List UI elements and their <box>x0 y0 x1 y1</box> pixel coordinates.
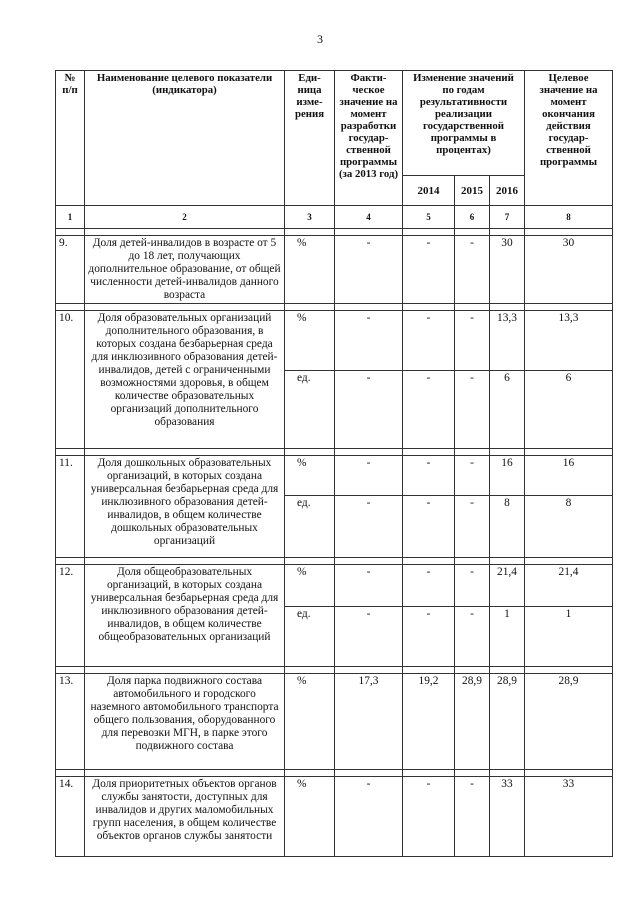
unit-cell: % <box>285 674 335 770</box>
header-year-2015: 2015 <box>455 176 490 206</box>
gap-cell <box>335 558 403 565</box>
gap-cell <box>285 770 335 777</box>
gap-cell <box>490 558 525 565</box>
col-index: 8 <box>525 206 613 229</box>
row-gap <box>56 667 613 674</box>
indicators-table <box>55 70 613 857</box>
gap-cell <box>490 770 525 777</box>
gap-cell <box>525 449 613 456</box>
row-gap <box>56 558 613 565</box>
gap-cell <box>490 229 525 236</box>
row-number: 13. <box>56 674 85 770</box>
gap-cell <box>335 667 403 674</box>
header-year-2014: 2014 <box>403 176 455 206</box>
row-number: 12. <box>56 565 85 667</box>
gap-cell <box>335 304 403 311</box>
col-index: 5 <box>403 206 455 229</box>
gap-cell <box>56 304 85 311</box>
table-row <box>56 777 613 857</box>
value-2015: - <box>455 565 490 607</box>
gap-cell <box>403 558 455 565</box>
table-row <box>56 311 613 371</box>
table-body <box>56 206 613 857</box>
col-index: 3 <box>285 206 335 229</box>
actual-value: - <box>335 607 403 667</box>
header-target: Целевое значение на момент окончания действия государ-ственной программы <box>525 71 613 206</box>
unit-cell: % <box>285 236 335 304</box>
gap-cell <box>335 449 403 456</box>
unit-cell: ед. <box>285 496 335 558</box>
gap-cell <box>490 667 525 674</box>
value-2016: 13,3 <box>490 311 525 371</box>
row-gap <box>56 449 613 456</box>
actual-value: - <box>335 236 403 304</box>
value-2015: - <box>455 456 490 496</box>
target-value: 33 <box>525 777 613 857</box>
value-2015: 28,9 <box>455 674 490 770</box>
value-2014: - <box>403 496 455 558</box>
row-number: 14. <box>56 777 85 857</box>
indicator-name: Доля дошкольных образовательных организаций, в которых создана универсальная безбарьерная среда для инклюзивного образования детей-инвалидов, в общем количестве дошкольных образовательных организаций <box>85 456 285 558</box>
gap-cell <box>525 667 613 674</box>
gap-cell <box>403 770 455 777</box>
gap-cell <box>490 304 525 311</box>
table-row <box>56 565 613 607</box>
actual-value: - <box>335 565 403 607</box>
col-index: 6 <box>455 206 490 229</box>
row-gap <box>56 229 613 236</box>
value-2016: 28,9 <box>490 674 525 770</box>
gap-cell <box>403 449 455 456</box>
gap-cell <box>85 667 285 674</box>
indicator-name: Доля приоритетных объектов органов службы занятости, доступных для инвалидов и других маломобильных групп населения, в общем количестве объектов органов службы занятости <box>85 777 285 857</box>
column-index-row <box>56 206 613 229</box>
indicator-name: Доля образовательных организаций дополнительного образования, в которых создана безбарьерная среда для инклюзивного образования детей-инвалидов, детей с ограниченными возможностями здоровья, в общем количестве образовательных организаций дополнительного образования <box>85 311 285 449</box>
page-number: 3 <box>317 32 323 46</box>
col-index: 1 <box>56 206 85 229</box>
target-value: 1 <box>525 607 613 667</box>
col-index: 4 <box>335 206 403 229</box>
value-2015: - <box>455 607 490 667</box>
gap-cell <box>403 229 455 236</box>
gap-cell <box>285 667 335 674</box>
gap-cell <box>56 770 85 777</box>
gap-cell <box>403 304 455 311</box>
header-year-2016: 2016 <box>490 176 525 206</box>
value-2014: - <box>403 371 455 449</box>
value-2015: - <box>455 777 490 857</box>
unit-cell: % <box>285 311 335 371</box>
value-2016: 8 <box>490 496 525 558</box>
row-gap <box>56 304 613 311</box>
target-value: 28,9 <box>525 674 613 770</box>
actual-value: - <box>335 371 403 449</box>
value-2016: 21,4 <box>490 565 525 607</box>
gap-cell <box>455 667 490 674</box>
col-index: 7 <box>490 206 525 229</box>
value-2015: - <box>455 496 490 558</box>
value-2014: 19,2 <box>403 674 455 770</box>
gap-cell <box>403 667 455 674</box>
gap-cell <box>490 449 525 456</box>
indicator-name: Доля детей-инвалидов в возрасте от 5 до 18 лет, получающих дополнительное образование, от общей численности детей-инвалидов данного возраста <box>85 236 285 304</box>
header-unit: Еди-ница изме-рения <box>285 71 335 206</box>
row-gap <box>56 770 613 777</box>
gap-cell <box>455 449 490 456</box>
gap-cell <box>85 304 285 311</box>
target-value: 21,4 <box>525 565 613 607</box>
actual-value: 17,3 <box>335 674 403 770</box>
value-2015: - <box>455 311 490 371</box>
value-2014: - <box>403 311 455 371</box>
gap-cell <box>455 229 490 236</box>
unit-cell: % <box>285 565 335 607</box>
col-index: 2 <box>85 206 285 229</box>
gap-cell <box>455 770 490 777</box>
gap-cell <box>56 558 85 565</box>
gap-cell <box>525 304 613 311</box>
header-actual: Факти-ческое значение на момент разработки государ-ственной программы (за 2013 год) <box>335 71 403 206</box>
gap-cell <box>85 449 285 456</box>
header-name: Наименование целевого показатели (индикатора) <box>85 71 285 206</box>
gap-cell <box>335 229 403 236</box>
header-num: № п/п <box>56 71 85 206</box>
value-2016: 16 <box>490 456 525 496</box>
gap-cell <box>525 229 613 236</box>
indicator-name: Доля парка подвижного состава автомобильного и городского наземного автомобильного транспорта общего пользования, оборудованного для перевозки МГН, в парке этого подвижного состава <box>85 674 285 770</box>
value-2014: - <box>403 565 455 607</box>
actual-value: - <box>335 456 403 496</box>
table-row <box>56 456 613 496</box>
target-value: 30 <box>525 236 613 304</box>
row-number: 11. <box>56 456 85 558</box>
value-2014: - <box>403 777 455 857</box>
gap-cell <box>285 229 335 236</box>
gap-cell <box>525 770 613 777</box>
target-value: 16 <box>525 456 613 496</box>
value-2016: 6 <box>490 371 525 449</box>
table-row <box>56 674 613 770</box>
gap-cell <box>285 449 335 456</box>
unit-cell: ед. <box>285 371 335 449</box>
value-2014: - <box>403 607 455 667</box>
value-2014: - <box>403 236 455 304</box>
unit-cell: ед. <box>285 607 335 667</box>
target-value: 6 <box>525 371 613 449</box>
gap-cell <box>56 449 85 456</box>
table-row <box>56 236 613 304</box>
actual-value: - <box>335 496 403 558</box>
target-value: 13,3 <box>525 311 613 371</box>
gap-cell <box>455 304 490 311</box>
indicator-name: Доля общеобразовательных организаций, в которых создана универсальная безбарьерная среда для инклюзивного образования детей-инвалидов, в общем количестве общеобразовательных организаций <box>85 565 285 667</box>
header-change: Изменение значений по годам результативности реализации государственной программы в процентах) <box>403 71 525 176</box>
gap-cell <box>335 770 403 777</box>
gap-cell <box>56 667 85 674</box>
actual-value: - <box>335 777 403 857</box>
value-2016: 33 <box>490 777 525 857</box>
gap-cell <box>285 558 335 565</box>
actual-value: - <box>335 311 403 371</box>
unit-cell: % <box>285 456 335 496</box>
target-value: 8 <box>525 496 613 558</box>
value-2015: - <box>455 371 490 449</box>
gap-cell <box>85 558 285 565</box>
value-2014: - <box>403 456 455 496</box>
value-2016: 1 <box>490 607 525 667</box>
value-2016: 30 <box>490 236 525 304</box>
row-number: 9. <box>56 236 85 304</box>
gap-cell <box>285 304 335 311</box>
gap-cell <box>455 558 490 565</box>
gap-cell <box>525 558 613 565</box>
gap-cell <box>85 770 285 777</box>
unit-cell: % <box>285 777 335 857</box>
row-number: 10. <box>56 311 85 449</box>
value-2015: - <box>455 236 490 304</box>
gap-cell <box>56 229 85 236</box>
gap-cell <box>85 229 285 236</box>
